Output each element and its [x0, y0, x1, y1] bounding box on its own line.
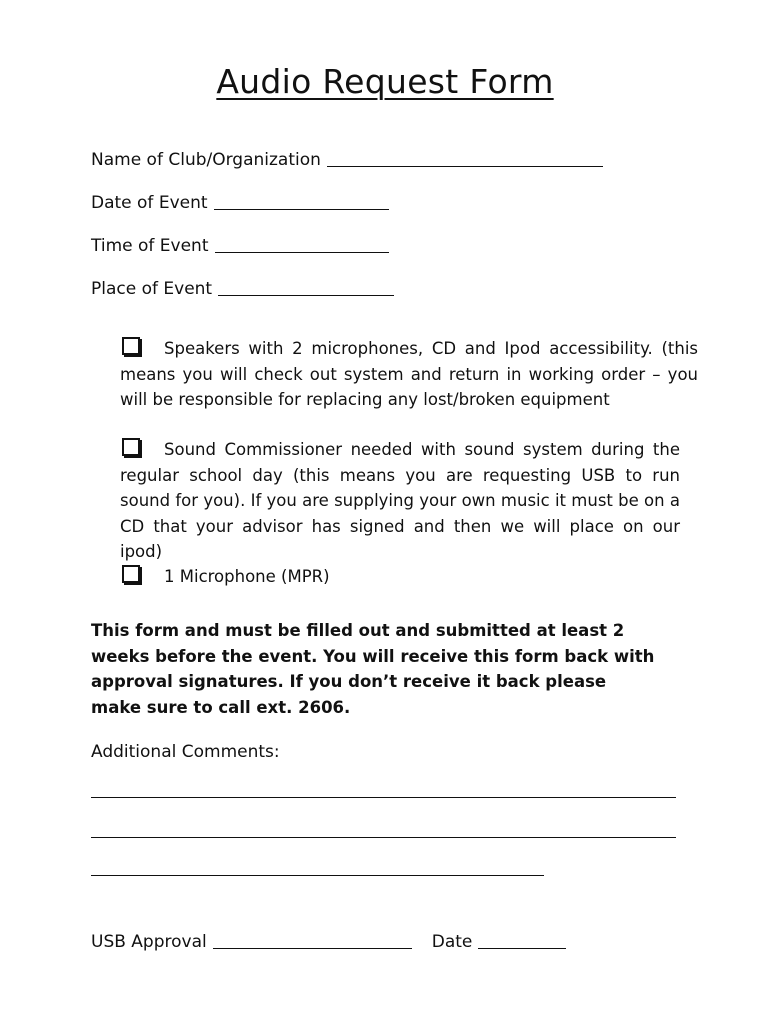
speakers-text: Speakers with 2 microphones, CD and Ipod accessibility. (this means you will check out system and return in working order – you will be responsible for replacing any lost/broken equipment: [120, 339, 698, 409]
date-label: Date of Event: [91, 193, 208, 213]
option-microphone: [120, 564, 698, 590]
comment-line-1[interactable]: [91, 796, 676, 798]
club-label: Name of Club/Organization: [91, 150, 321, 170]
title-text: Audio Request Form: [216, 62, 554, 101]
comments-label: Additional Comments:: [91, 742, 280, 762]
place-field: [91, 279, 394, 299]
notice-text: This form and must be filled out and submitted at least 2 weeks before the event. You will receive this form back with approval signatures. If you don’t receive it back please make sure to call ext. 2606.: [91, 621, 655, 717]
club-field: [91, 150, 603, 170]
date-input-line[interactable]: [214, 208, 389, 210]
usb-approval-label: USB Approval: [91, 932, 207, 952]
commissioner-checkbox[interactable]: [122, 438, 140, 456]
option-commissioner: [120, 437, 680, 565]
option-speakers: [120, 336, 698, 413]
page-title: [0, 62, 770, 101]
commissioner-text: Sound Commissioner needed with sound system during the regular school day (this means you are requesting USB to run sound for you). If you are supplying your own music it must be on a CD that your advisor has signed and then we will place on our ipod): [120, 440, 680, 561]
usb-approval-line[interactable]: [213, 947, 412, 949]
comment-line-2[interactable]: [91, 836, 676, 838]
place-input-line[interactable]: [218, 294, 394, 296]
approval-row: [91, 932, 566, 952]
time-input-line[interactable]: [215, 251, 389, 253]
approval-date-label: Date: [431, 932, 473, 952]
submission-notice: [91, 618, 656, 720]
microphone-checkbox[interactable]: [122, 565, 140, 583]
time-label: Time of Event: [91, 236, 209, 256]
comment-line-3[interactable]: [91, 874, 544, 876]
approval-date-line[interactable]: [478, 947, 566, 949]
club-input-line[interactable]: [327, 165, 603, 167]
time-field: [91, 236, 389, 256]
place-label: Place of Event: [91, 279, 213, 299]
microphone-text: 1 Microphone (MPR): [164, 567, 330, 586]
speakers-checkbox[interactable]: [122, 337, 140, 355]
date-field: [91, 193, 389, 213]
